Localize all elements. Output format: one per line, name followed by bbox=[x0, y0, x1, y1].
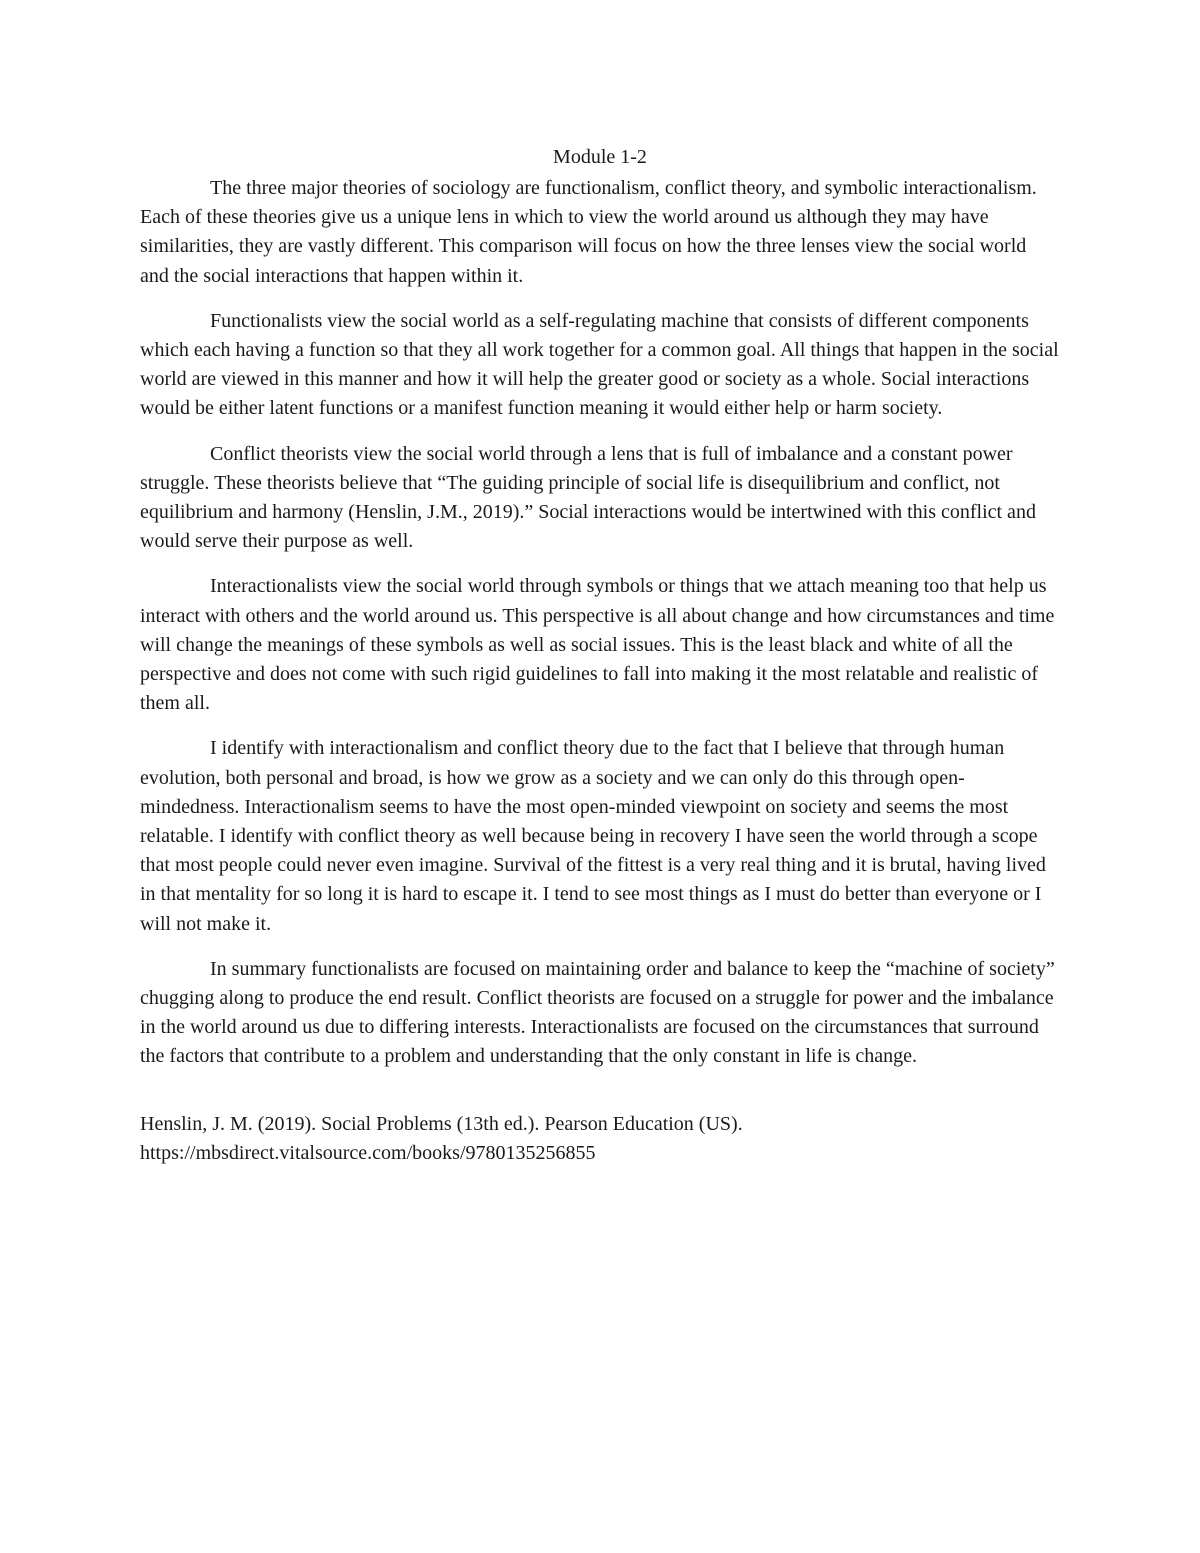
reference-citation: Henslin, J. M. (2019). Social Problems (13th ed.). Pearson Education (US). bbox=[140, 1112, 743, 1135]
paragraph-functionalism: Functionalists view the social world as a self-regulating machine that consists of different components which each having a function so that they all work together for a common goal. All things that happen in the social world are viewed in this manner and how it will help the greater good or society as a whole. Social interactions would be either latent functions or a manifest function meaning it would either help or harm society. bbox=[140, 309, 1059, 420]
reference-entry bbox=[140, 1110, 1060, 1168]
spacer bbox=[140, 1088, 1060, 1110]
paragraph-summary: In summary functionalists are focused on maintaining order and balance to keep the “machine of society” chugging along to produce the end result. Conflict theorists are focused on a struggle for power and the imbalance in the world around us due to differing interests. Interactionalists are focused on the circumstances that surround the factors that contribute to a problem and understanding that the only constant in life is change. bbox=[140, 957, 1055, 1068]
paragraph-interactionalism: Interactionalists view the social world through symbols or things that we attach meaning too that help us interact with others and the world around us. This perspective is all about change and how circumstances and time will change the meanings of these symbols as well as social issues. This is the least black and white of all the perspective and does not come with such rigid guidelines to fall into making it the most relatable and realistic of them all. bbox=[140, 575, 1055, 715]
paragraph-personal-view: I identify with interactionalism and conflict theory due to the fact that I believe that through human evolution, both personal and broad, is how we grow as a society and we can only do this through open-mindedness. Interactionalism seems to have the most open-minded viewpoint on society and seems the most relatable. I identify with conflict theory as well because being in recovery I have seen the world through a scope that most people could never even imagine. Survival of the fittest is a very real thing and it is brutal, having lived in that mentality for so long it is hard to escape it. I tend to see most things as I must do better than everyone or I will not make it. bbox=[140, 737, 1046, 935]
document-body bbox=[140, 143, 1060, 1168]
paragraph-conflict-theory: Conflict theorists view the social world through a lens that is full of imbalance and a constant power struggle. These theorists believe that “The guiding principle of social life is disequilibrium and conflict, not equilibrium and harmony (Henslin, J.M., 2019).” Social interactions would be intertwined with this conflict and would serve their purpose as well. bbox=[140, 442, 1036, 553]
reference-url: https://mbsdirect.vitalsource.com/books/9780135256855 bbox=[140, 1141, 596, 1164]
document-title: Module 1-2 bbox=[553, 146, 647, 168]
paragraph-intro: The three major theories of sociology are functionalism, conflict theory, and symbolic interactionalism. Each of these theories give us a unique lens in which to view the world around us although they may have similarities, they are vastly different. This comparison will focus on how the three lenses view the social world and the social interactions that happen within it. bbox=[140, 177, 1037, 287]
